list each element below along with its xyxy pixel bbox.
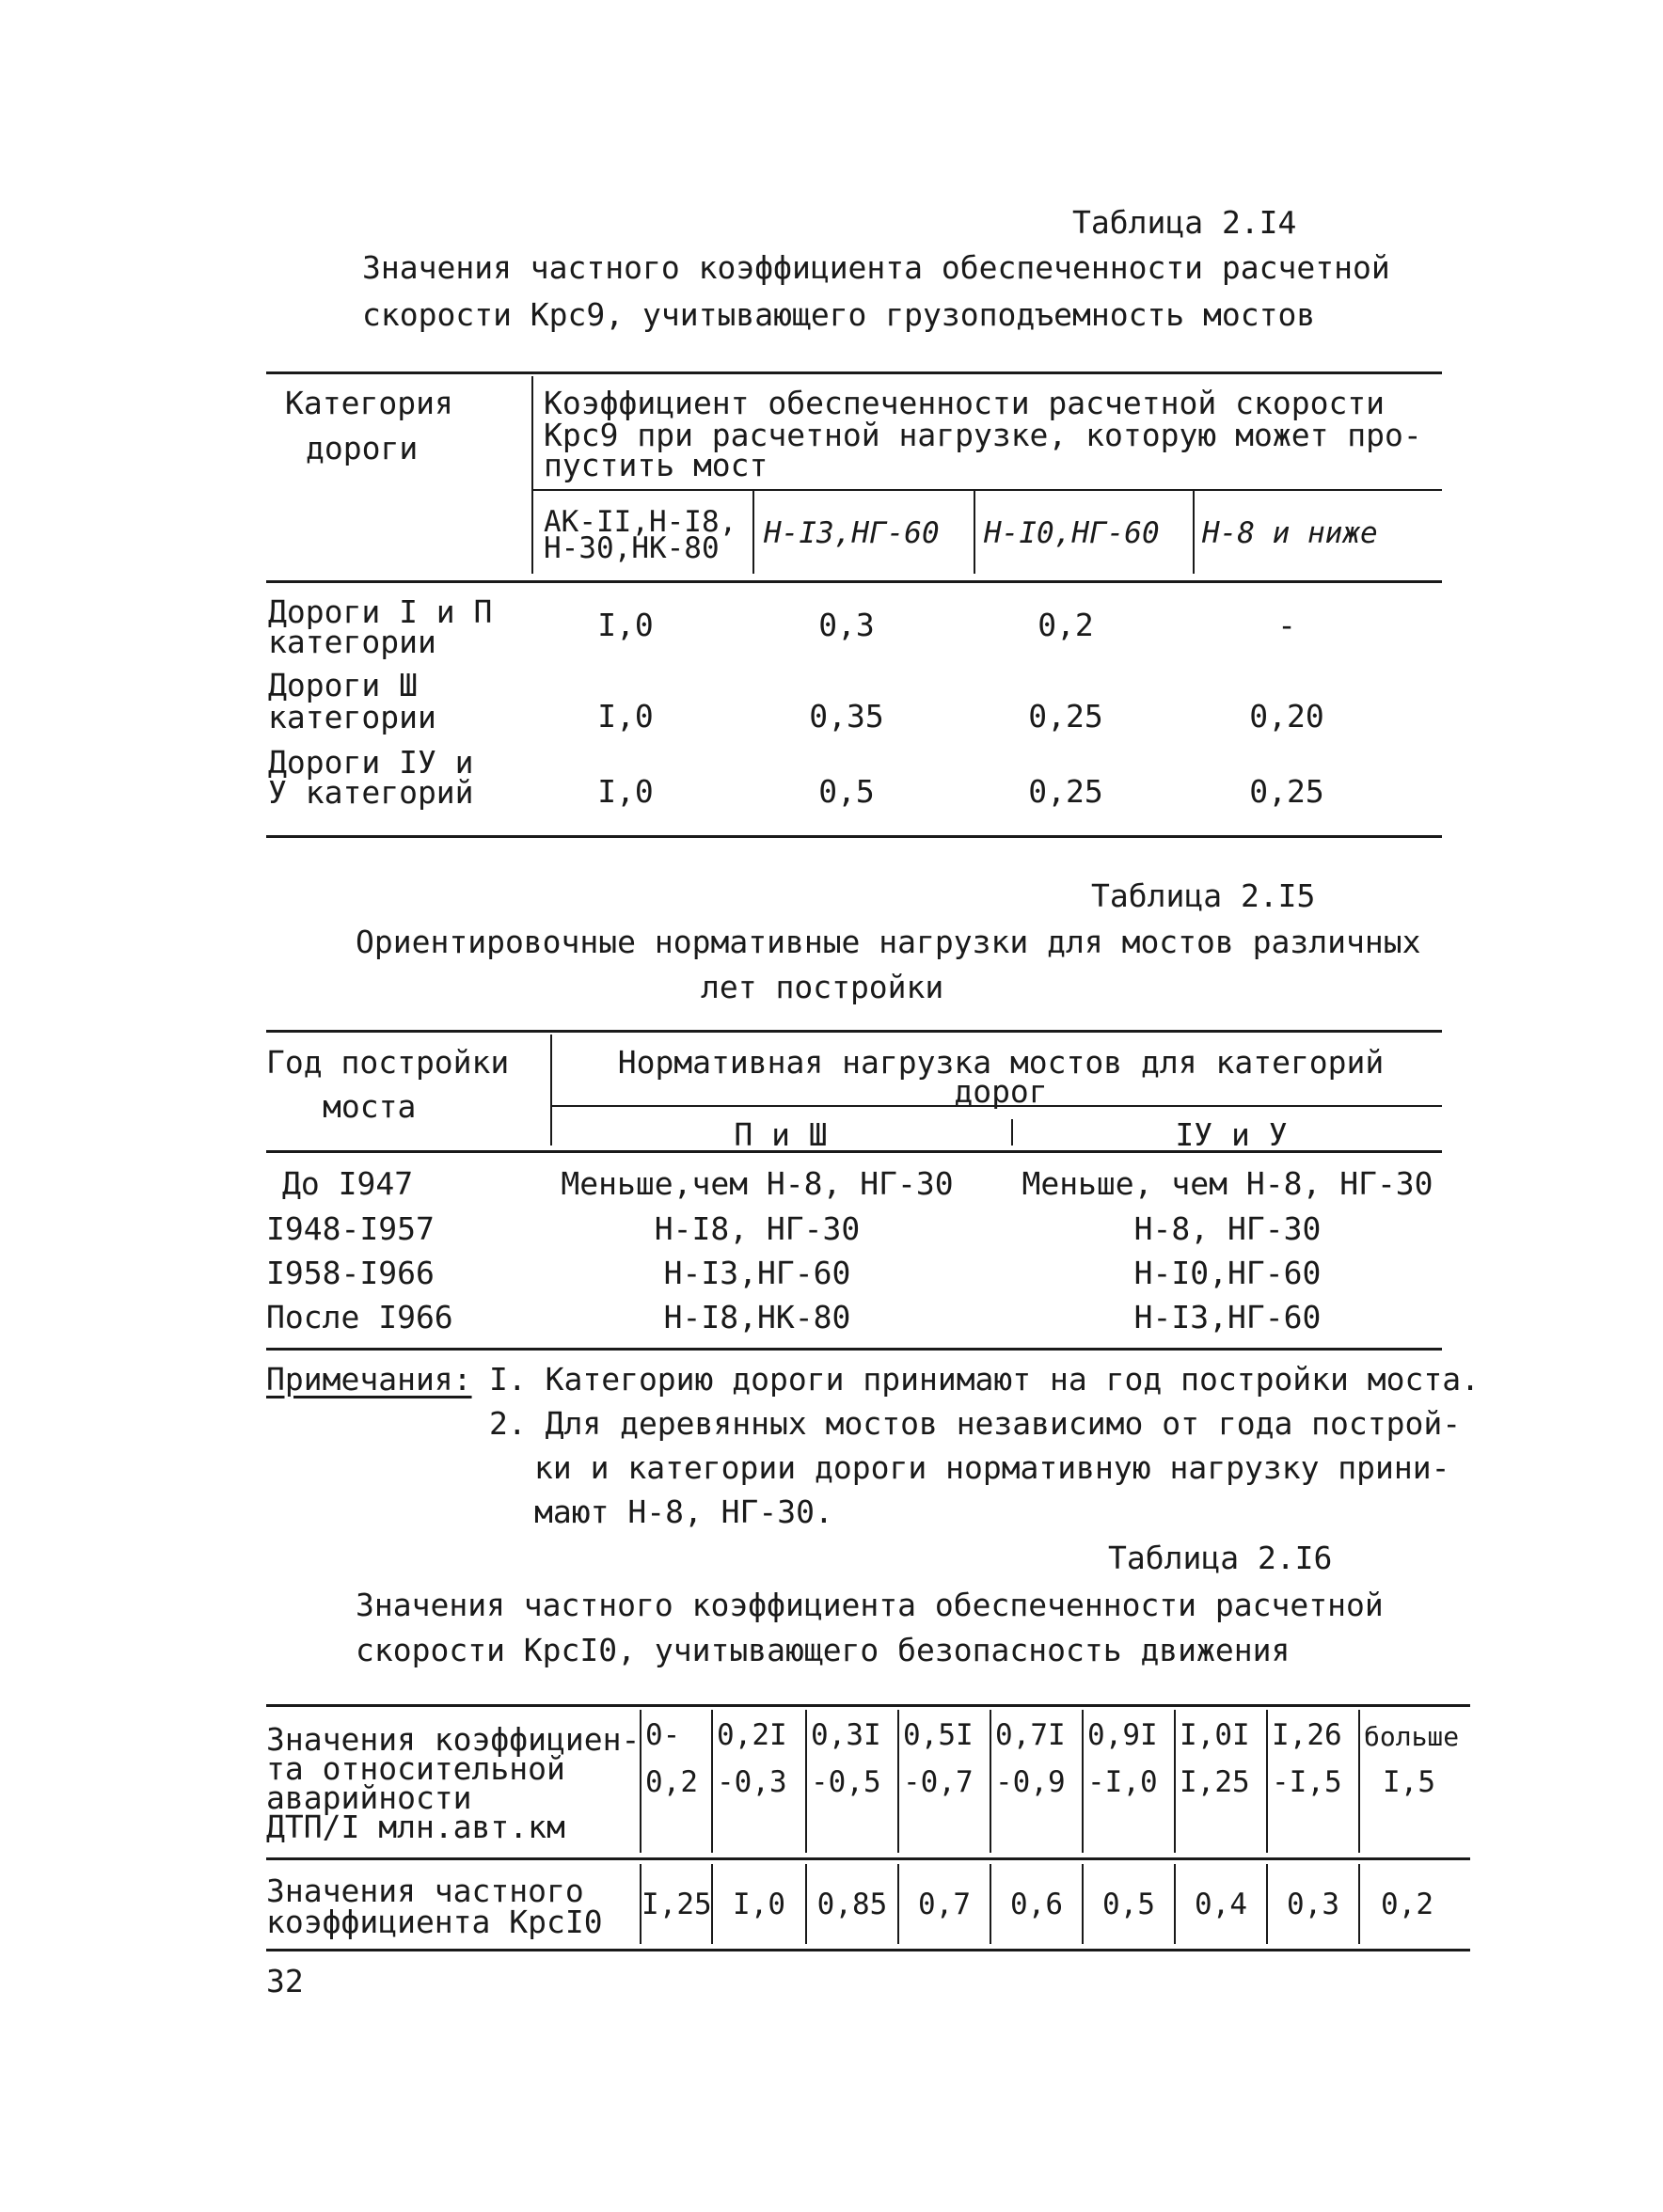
table-2-14-label: Таблица 2.I4 <box>1072 204 1297 241</box>
header-col-1-line1: АК-II,Н-I8, <box>544 505 737 539</box>
notes-label: Примечания: <box>266 1361 472 1398</box>
column-divider <box>974 491 975 574</box>
range-cell-line1: 0,5I <box>903 1718 974 1752</box>
row1-label-line1: Значения коэффициен- <box>266 1721 641 1758</box>
coef-cell: 0,2 <box>1381 1888 1433 1921</box>
cell: 0,5 <box>818 773 875 810</box>
cell: 0,35 <box>809 698 884 735</box>
column-divider <box>1358 1710 1360 1853</box>
row1-label-line2: та относительной <box>266 1750 565 1787</box>
cell: - <box>1277 607 1296 643</box>
column-divider <box>1174 1710 1176 1853</box>
column-divider <box>1011 1119 1013 1146</box>
coef-cell: 0,85 <box>816 1888 888 1921</box>
note-2-line2: ки и категории дороги нормативную нагрузку прини- <box>534 1449 1450 1486</box>
cell: I,0 <box>597 773 654 810</box>
header-col-2: IУ и У <box>1175 1116 1288 1153</box>
cell: Н-I0,НГ-60 <box>1133 1255 1322 1291</box>
header-group-line3: пустить мост <box>544 447 768 483</box>
header-col-1: П и Ш <box>734 1116 828 1153</box>
range-cell-line2: -0,9 <box>995 1765 1066 1799</box>
table-rule <box>266 1949 1470 1951</box>
table-rule <box>266 1030 1442 1033</box>
range-cell-line2: -0,5 <box>811 1765 881 1799</box>
page-number: 32 <box>266 1963 304 1999</box>
range-cell-line2: -0,7 <box>903 1765 974 1799</box>
table-2-16-title-line2: скорости КрсI0, учитывающего безопасность движения <box>356 1632 1291 1668</box>
header-col-1-line2: Н-30,НК-80 <box>544 531 720 565</box>
coef-cell: 0,6 <box>1010 1888 1063 1921</box>
header-category-line2: дороги <box>306 430 419 466</box>
table-2-15-title-line1: Ориентировочные нормативные нагрузки для мостов различных <box>356 924 1421 960</box>
cell: Н-I3,НГ-60 <box>1133 1299 1322 1335</box>
column-divider <box>752 491 754 574</box>
row-label-line1: Дороги I и П <box>268 593 493 630</box>
cell: 0,25 <box>1028 698 1103 735</box>
range-cell-line1: больше <box>1364 1721 1460 1752</box>
column-divider <box>805 1710 807 1853</box>
column-divider <box>711 1710 713 1853</box>
table-2-16-title-line1: Значения частного коэффициента обеспеченности расчетной <box>356 1587 1384 1623</box>
row1-label-line4: ДТП/I млн.авт.км <box>266 1809 565 1845</box>
coef-cell: I,0 <box>733 1888 785 1921</box>
table-2-15-label: Таблица 2.I5 <box>1091 877 1316 914</box>
table-rule <box>266 1348 1442 1351</box>
coef-cell: I,25 <box>641 1888 712 1921</box>
table-2-14-title-line2: скорости Крс9, учитывающего грузоподъемность мостов <box>362 296 1316 333</box>
header-year-line2: моста <box>323 1088 417 1125</box>
coef-cell: 0,4 <box>1195 1888 1247 1921</box>
range-cell-line2: -I,0 <box>1087 1765 1158 1799</box>
year-cell: После I966 <box>266 1299 453 1335</box>
cell: Меньше, чем Н-8, НГ-30 <box>1022 1165 1433 1202</box>
cell: 0,3 <box>818 607 875 643</box>
header-group-line2: дорог <box>954 1073 1048 1110</box>
cell: I,0 <box>597 607 654 643</box>
range-cell-line1: 0,3I <box>811 1718 881 1752</box>
note-1: I. Категорию дороги принимают на год постройки моста. <box>489 1361 1480 1398</box>
coef-cell: 0,3 <box>1287 1888 1339 1921</box>
range-cell-line2: -I,5 <box>1272 1765 1342 1799</box>
note-2-line3: мают Н-8, НГ-30. <box>534 1493 833 1530</box>
coef-cell: 0,5 <box>1102 1888 1155 1921</box>
column-divider <box>897 1710 899 1853</box>
range-cell-line1: 0- <box>645 1718 681 1752</box>
header-year-line1: Год постройки <box>266 1044 510 1081</box>
row1-label-line3: аварийности <box>266 1779 472 1816</box>
column-divider <box>1082 1710 1084 1853</box>
row2-label-line2: коэффициента КрсI0 <box>266 1904 603 1940</box>
table-rule <box>266 835 1442 838</box>
column-divider <box>1193 491 1195 574</box>
note-2-line1: 2. Для деревянных мостов независимо от года построй- <box>489 1405 1462 1442</box>
range-cell-line2: -0,3 <box>717 1765 787 1799</box>
table-rule <box>266 580 1442 583</box>
header-col-4: Н-8 и ниже <box>1202 516 1378 550</box>
table-2-16-label: Таблица 2.I6 <box>1108 1540 1333 1576</box>
range-cell-line2: I,25 <box>1180 1765 1250 1799</box>
range-cell-line2: 0,2 <box>645 1765 698 1799</box>
cell: 0,2 <box>1037 607 1094 643</box>
header-col-3: Н-I0,НГ-60 <box>984 516 1160 550</box>
row-label-line2: категории <box>268 624 436 660</box>
cell: 0,20 <box>1249 698 1324 735</box>
range-cell-line1: 0,2I <box>717 1718 787 1752</box>
row2-label-line1: Значения частного <box>266 1872 584 1909</box>
cell: Н-I8, НГ-30 <box>654 1210 861 1247</box>
range-cell-line1: I,26 <box>1272 1718 1342 1752</box>
column-divider <box>550 1035 552 1146</box>
cell: Меньше,чем Н-8, НГ-30 <box>561 1165 954 1202</box>
row-label-line1: Дороги Ш <box>268 667 418 703</box>
column-divider <box>990 1710 991 1853</box>
table-rule <box>266 1704 1470 1707</box>
table-rule <box>531 489 1442 491</box>
column-divider <box>1266 1710 1268 1853</box>
table-rule <box>266 1857 1470 1860</box>
header-col-2: Н-I3,НГ-60 <box>764 516 940 550</box>
cell: 0,25 <box>1028 773 1103 810</box>
cell: Н-8, НГ-30 <box>1133 1210 1322 1247</box>
cell: Н-I8,НК-80 <box>663 1299 851 1335</box>
row-label-line1: Дороги IУ и <box>268 744 474 781</box>
range-cell-line2: I,5 <box>1383 1765 1435 1799</box>
range-cell-line1: 0,7I <box>995 1718 1066 1752</box>
year-cell: I958-I966 <box>266 1255 435 1291</box>
column-divider <box>531 376 533 574</box>
header-category-line1: Категория <box>285 385 453 421</box>
table-rule <box>266 371 1442 374</box>
year-cell: I948-I957 <box>266 1210 435 1247</box>
cell: I,0 <box>597 698 654 735</box>
coef-cell: 0,7 <box>918 1888 971 1921</box>
header-group-line2: Крс9 при расчетной нагрузке, которую может про- <box>544 417 1422 453</box>
range-cell-line1: I,0I <box>1180 1718 1250 1752</box>
cell: Н-I3,НГ-60 <box>663 1255 851 1291</box>
table-2-14-title-line1: Значения частного коэффициента обеспеченности расчетной <box>362 249 1390 286</box>
header-group-line1: Нормативная нагрузка мостов для категорий <box>617 1044 1385 1081</box>
year-cell: До I947 <box>282 1165 414 1202</box>
row-label-line2: категории <box>268 699 436 735</box>
table-2-15-title-line2: лет постройки <box>701 969 944 1005</box>
range-cell-line1: 0,9I <box>1087 1718 1158 1752</box>
cell: 0,25 <box>1249 773 1324 810</box>
row-label-line2: У категорий <box>268 774 474 811</box>
header-group-line1: Коэффициент обеспеченности расчетной скорости <box>544 385 1386 421</box>
